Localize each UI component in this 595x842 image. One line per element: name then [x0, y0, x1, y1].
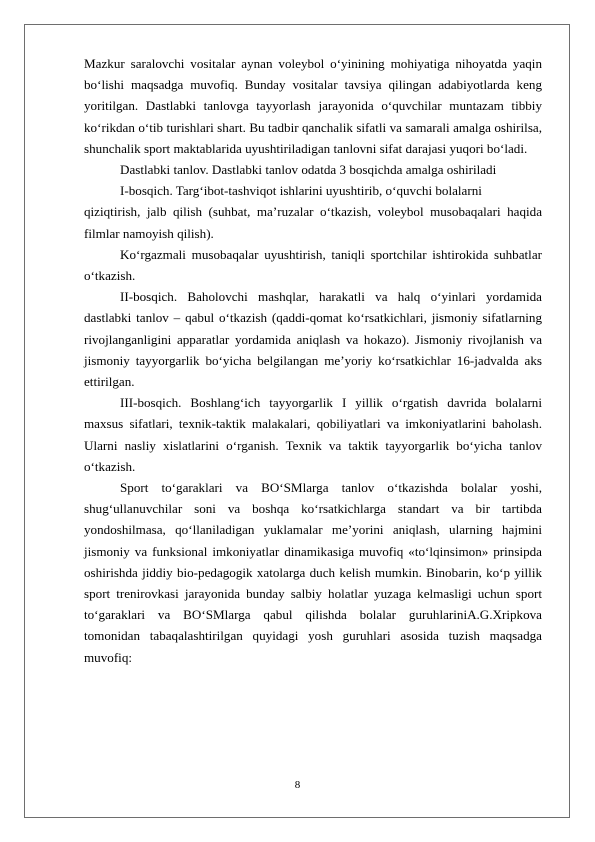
paragraph-stage-2: II-bosqich. Baholovchi mashqlar, harakatli va halq o‘yinlari yordamida dastlabki tanlov – qabul o‘tkazish (qaddi-qomat ko‘rsatkichlari, jismoniy sifatlarning rivojlanganligini apparatlar yordamida aniqlash va hokazo). Jismoniy rivojlanish va jismoniy tayyorgarlik bo‘yicha belgilangan me’yoriy ko‘rsatkichlar 16-jadvalda aks ettirilgan. [84, 289, 542, 390]
document-body [84, 53, 542, 668]
page-number: 8 [294, 779, 301, 791]
paragraph-exhibitions: Ko‘rgazmali musobaqalar uyushtirish, taniqli sportchilar ishtirokida suhbatlar o‘tkazish. [84, 246, 542, 284]
paragraph-sport-clubs: Sport to‘garaklari va BO‘SMlarga tanlov o‘tkazishda bolalar yoshi, shug‘ullanuvchilar soni va boshqa ko‘rsatkichlarga standart va bir tartibda yondoshilmasa, qo‘llaniladigan yuklamalar me’yorini aniqlash, ularning hajmini jismoniy va funksional imkoniyatlar dinamikasiga muvofiq «to‘lqinsimon» prinsipda oshirishda jiddiy bio-pedagogik xatolarga duch kelish mumkin. Binobarin, ko‘p yillik sport trenirovkasi jarayonida bunday salbiy holatlar yuzaga kelmasligi uchun sport to‘garaklari va BO‘SMlarga qabul qilishda bolalar guruhlariniA.G.Xripkova tomonidan tabaqalashtirilgan quyidagi yosh guruhlari asosida tuzish maqsadga muvofiq: [84, 480, 542, 665]
paragraph-stage-1-continued: qiziqtirish, jalb qilish (suhbat, ma’ruzalar o‘tkazish, voleybol musobaqalari haqida filmlar namoyish qilish). [84, 204, 542, 241]
paragraph-stage-3: III-bosqich. Boshlang‘ich tayyorgarlik I yillik o‘rgatish davrida bolalarni maxsus sifatlari, texnik-taktik malakalari, qobiliyatlari va imkoniyatlarini baholash. Ularni nasliy xislatlarini o‘rganish. Texnik va taktik tayyorgarlik bo‘yicha tanlov o‘tkazish. [84, 395, 542, 474]
paragraph-preliminary-selection: Dastlabki tanlov. Dastlabki tanlov odatda 3 bosqichda amalga oshiriladi [120, 162, 497, 178]
paragraph-stage-1: I-bosqich. Targ‘ibot-tashviqot ishlarini uyushtirib, o‘quvchi bolalarni [120, 183, 482, 199]
paragraph-intro: Mazkur saralovchi vositalar aynan voleybol o‘yinining mohiyatiga nihoyatda yaqin bo‘lishi maqsadga muvofiq. Bunday vositalar tavsiya qilingan adabiyotlarda keng yoritilgan. Dastlabki tanlovga tayyorlash jarayonida o‘quvchilar muntazam tibbiy ko‘rikdan o‘tib turishlari shart. Bu tadbir qanchalik sifatli va samarali amalga oshirilsa, shunchalik sport maktablarida uyushtiriladigan tanlovni sifat darajasi yuqori bo‘ladi. [84, 56, 542, 156]
